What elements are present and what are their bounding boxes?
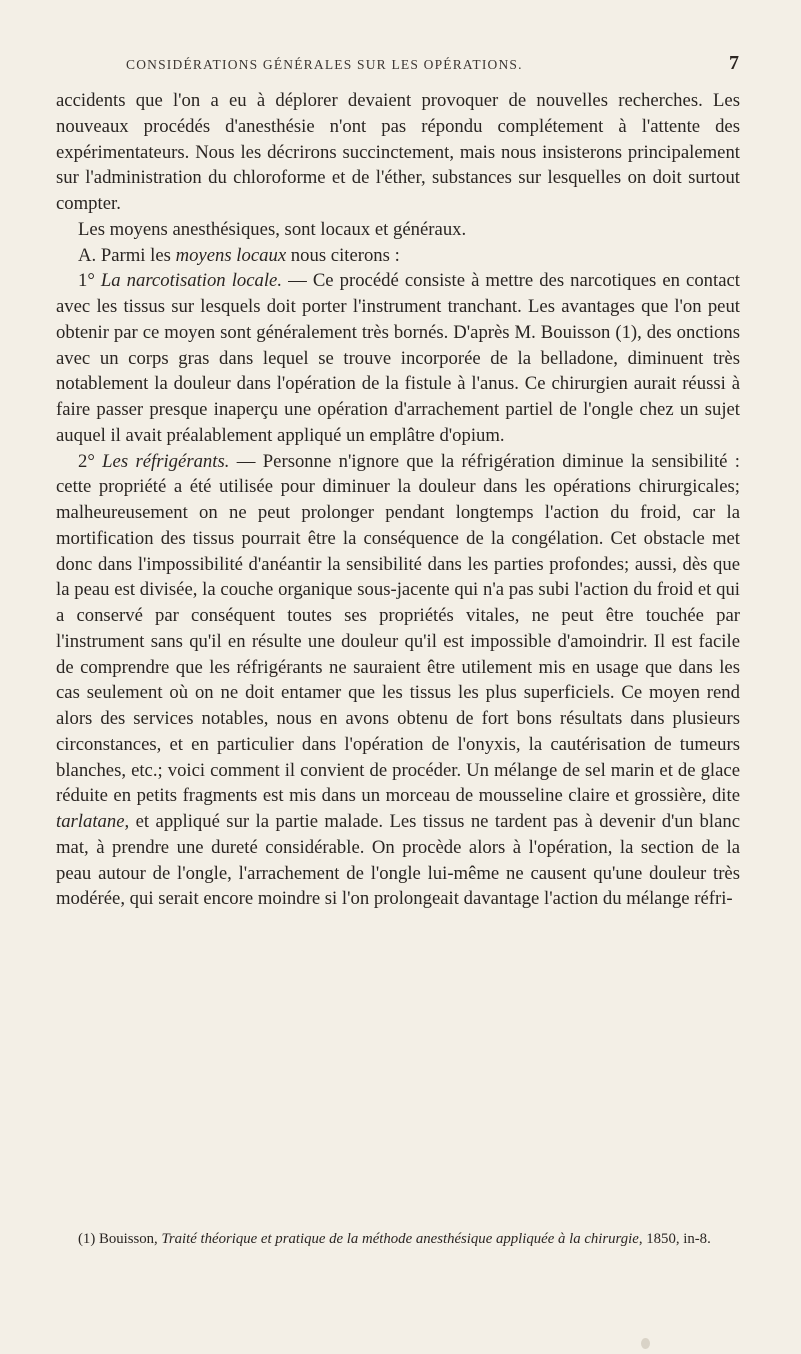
footnote-author: Bouisson, [98,1231,162,1247]
running-title: CONSIDÉRATIONS GÉNÉRALES SUR LES OPÉRATIONS. [126,57,523,72]
paragraph-text: nous citerons : [286,244,400,266]
page-number: 7 [729,52,739,74]
footnote [56,1228,740,1250]
paragraph-text: Les moyens anesthésiques, sont locaux et généraux. [78,218,467,240]
section-heading: Les réfrigérants. [102,450,230,472]
paragraph-text: — Ce procédé consiste à mettre des narcotiques en contact avec les tissus sur lesquels doit porter l'instrument tranchant. Les avantages que l'on peut obtenir par ce moyen sont généralement très bornés. D'après M. Bouisson (1), des onctions avec un corps gras dans lequel se trouve incorporée de la belladone, diminuent très notablement la douleur dans l'opération de la fistule à l'anus. Ce chirurgien aurait réussi à faire passer presque inaperçu une opération d'arrachement partiel de l'ongle chez un sujet auquel il avait préalablement appliqué un emplâtre d'opium. [56,270,740,446]
paragraph-text: A. Parmi les [78,244,176,266]
footnote-marker: (1) [78,1231,99,1247]
paragraph-text: — Personne n'ignore que la réfrigération diminue la sensibilité : cette propriété a été utilisée pour diminuer la douleur dans les opérations chirurgicales; malheureusement on ne peut prolonger pendant longtemps l'action du froid, car la mortification des tissus pourrait être la conséquence de la congélation. Cet obstacle met donc dans l'impossibilité d'anéantir la sensibilité dans les parties profondes; aussi, dès que la peau est divisée, la couche organique sous-jacente qui n'a pas subi l'action du froid et qui a conservé par conséquent toutes ses propriétés vitales, ne peut être touchée par l'instrument sans qu'il en résulte une douleur qu'il est impossible d'amoindrir. Il est facile de comprendre que les réfrigérants ne sauraient être utilement mis en usage que dans les cas seulement où on ne doit entamer que les tissus les plus superficiels. Ce moyen rend alors des services notables, nous en avons obtenu de fort bons résultats dans plusieurs circonstances, et en particulier dans l'opération de l'onyxis, la cautérisation de tumeurs blanches, etc.; voici comment il convient de procéder. Un mélange de sel marin et de glace réduite en petits fragments est mis dans un morceau de mousseline claire et grossière, dite [56,450,740,807]
main-text [56,88,740,912]
paper-stain [641,1338,650,1349]
section-number: 2° [78,450,103,472]
paragraph-moyens [56,217,740,243]
paragraph-narcotisation [56,268,740,448]
footnote-rest: , 1850, in-8. [638,1231,711,1247]
running-head [0,52,740,79]
section-heading: La narcotisation locale. [100,270,283,292]
paragraph-text: , et appliqué sur la partie malade. Les tissus ne tardent pas à devenir d'un blanc mat, à prendre une dureté considérable. On procède alors à l'opération, la section de la peau autour de l'ongle, l'arrachement de l'ongle lui-même ne causent qu'une douleur très modérée, qui serait encore moindre si l'on prolongeait davantage l'action du mélange réfri- [56,811,740,910]
footnote-text [56,1228,740,1250]
section-number: 1° [78,270,101,292]
paragraph-continuation [56,88,740,217]
emphasis-text: tarlatane [56,811,125,832]
paragraph-refrigerants [56,449,740,913]
paragraph-text: accidents que l'on a eu à déplorer devaient provoquer de nouvelles recherches. Les nouveaux procédés d'anesthésie n'ont pas répondu complétement à l'attente des expérimentateurs. Nous les décrirons succinctement, mais nous insisterons principalement sur l'administration du chloroforme et de l'éther, substances sur lesquelles on doit surtout compter. [56,90,740,214]
emphasis-text: moyens locaux [175,244,287,266]
footnote-title: Traité théorique et pratique de la méthode anesthésique appliquée à la chirurgie [161,1231,639,1247]
paragraph-locaux [56,243,740,269]
